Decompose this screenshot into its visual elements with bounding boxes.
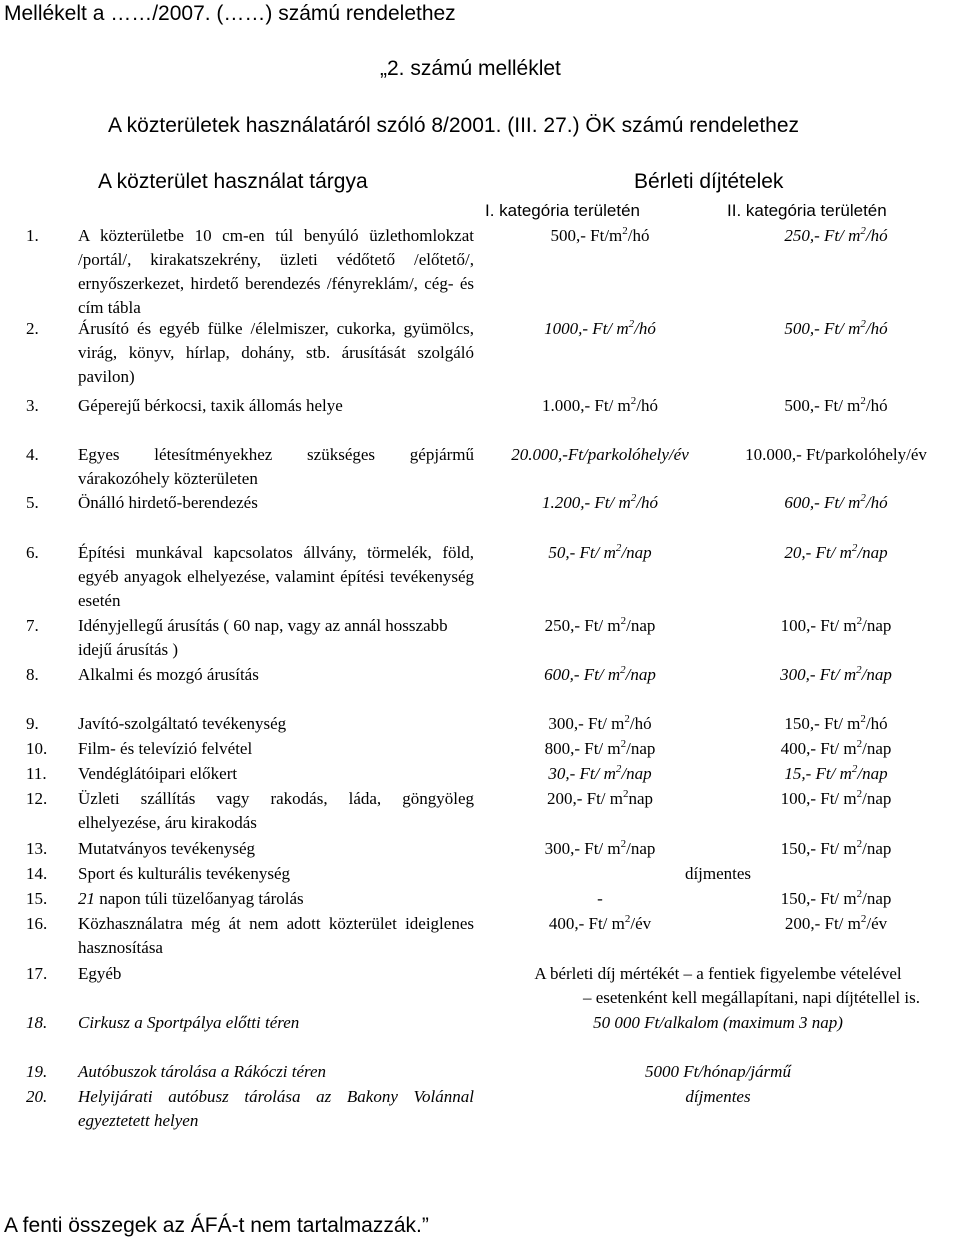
column-header-subject: A közterület használat tárgya: [98, 170, 368, 193]
row-description: Film- és televízió felvétel: [78, 739, 253, 758]
row-description: Mutatványos tevékenység: [78, 839, 256, 858]
row-number: 11.: [26, 764, 47, 783]
attachment-line: Mellékelt a ……/2007. (……) számú rendelethez: [4, 2, 456, 25]
fee-category-1: 1.200,- Ft/ $m^2/hó$: [541, 492, 658, 512]
fee-category-1: 50,- Ft/ $m^2$/nap: [548, 542, 652, 562]
fee-category-1: 30,- Ft/ $m^2$/nap: [548, 763, 652, 783]
fee-category-1: 250,- Ft/ $m^2$/nap: [544, 615, 656, 635]
fee-category-1: 20.000,-Ft/parkolóhely/év: [511, 445, 689, 464]
fee-category-1: 500,- $Ft/m^2/hó$: [550, 225, 650, 245]
fee-category-1: 1.000,- Ft/ $m^2/hó$: [541, 395, 659, 415]
fee-combined-line-2: – esetenként kell megállapítani, napi díjtétellel is.: [582, 988, 920, 1007]
fee-category-1: 300,- Ft/ $m^2$/nap: [544, 838, 656, 858]
fee-category-2: 600,- Ft/ $m^2/hó$: [784, 492, 888, 512]
fee-category-1: -: [597, 889, 603, 908]
row-number: 2.: [26, 319, 39, 338]
row-description: Egyes létesítményekhez szükséges gépjármű várakozóhely közterületen: [78, 445, 474, 488]
row-number: 4.: [26, 445, 39, 464]
row-description: A közterületbe 10 cm-en túl benyúló üzlethomlokzat /portál/, kirakatszekrény, üzleti védőtető /előtető/, ernyőszerkezet, hirdető berendezés /fényreklám/, cég- és cím tábla: [78, 226, 474, 317]
row-description: Árusító és egyéb fülke /élelmiszer, cukorka, gyümölcs, virág, könyv, hírlap, dohány, stb. árusítását szolgáló pavilon): [78, 319, 474, 386]
fee-combined: 50 000 Ft/alkalom (maximum 3 nap): [593, 1013, 843, 1032]
fee-category-2: 200,- Ft/ $m^2/év$: [784, 913, 888, 933]
row-number: 1.: [26, 226, 39, 245]
row-description: Autóbuszok tárolása a Rákóczi téren: [78, 1062, 327, 1081]
row-description: Önálló hirdető-berendezés: [78, 493, 258, 512]
row-number: 19.: [26, 1062, 48, 1081]
row-number: 10.: [26, 739, 48, 758]
row-number: 18.: [26, 1013, 48, 1032]
fee-category-1: 800,- Ft/ $m^2$/nap: [544, 738, 656, 758]
row-number: 13.: [26, 839, 48, 858]
row-number: 6.: [26, 543, 39, 562]
column-header-category-1: I. kategória területén: [485, 201, 640, 220]
column-header-category-2: II. kategória területén: [727, 201, 887, 220]
fee-category-2: 15,- Ft/ $m^2$/nap: [784, 763, 888, 783]
fee-category-1: 1000,- Ft/ $m^2/hó$: [544, 318, 656, 338]
fee-category-2: 150,- Ft/ $m^2/hó$: [784, 713, 888, 733]
annex-label: „2. számú melléklet: [380, 57, 561, 80]
fee-combined: díjmentes: [684, 864, 752, 883]
row-number: 20.: [26, 1087, 48, 1106]
fee-category-2: 150,- Ft/ $m^2$/nap: [780, 888, 892, 908]
fee-category-2: 20,- Ft/ $m^2$/nap: [784, 542, 888, 562]
row-description: Egyéb: [78, 964, 122, 983]
fee-category-2: 250,- Ft/ $m^2/hó$: [784, 225, 888, 245]
fee-category-2: 500,- Ft/ $m^2/hó$: [784, 318, 888, 338]
row-description: Sport és kulturális tevékenység: [78, 864, 290, 883]
row-description: Cirkusz a Sportpálya előtti téren: [78, 1013, 300, 1032]
row-description: Javító-szolgáltató tevékenység: [78, 714, 287, 733]
fee-category-1: 300,- Ft/ $m^2/hó$: [548, 713, 652, 733]
fee-category-2: 400,- Ft/ $m^2$/nap: [780, 738, 892, 758]
fee-category-1: 600,- Ft/ $m^2$/nap: [544, 664, 656, 684]
row-number: 17.: [26, 964, 48, 983]
row-description: Helyijárati autóbusz tárolása az Bakony Volánnal egyeztetett helyen: [78, 1087, 474, 1130]
fee-category-2: 100,- Ft/ $m^2$/nap: [780, 788, 892, 808]
regulation-title: A közterületek használatáról szóló 8/2001. (III. 27.) ÖK számú rendelethez: [108, 114, 800, 137]
row-number: 12.: [26, 789, 48, 808]
row-description: Géperejű bérkocsi, taxik állomás helye: [78, 396, 343, 415]
row-description: Építési munkával kapcsolatos állvány, törmelék, föld, egyéb anyagok elhelyezése, valamint építési tevékenység esetén: [78, 543, 474, 610]
row-description: Alkalmi és mozgó árusítás: [78, 665, 259, 684]
row-number: 16.: [26, 914, 48, 933]
row-description: 21 napon túli tüzelőanyag tárolás: [78, 889, 304, 908]
row-description: Idényjellegű árusítás ( 60 nap, vagy az annál hosszabb idejű árusítás ): [78, 616, 448, 659]
fee-category-2: 10.000,- Ft/parkolóhely/év: [745, 445, 927, 464]
row-number: 14.: [26, 864, 48, 883]
row-number: 9.: [26, 714, 39, 733]
fee-combined: 5000 Ft/hónap/jármű: [645, 1062, 791, 1081]
footer-note: A fenti összegek az ÁFÁ-t nem tartalmazzák.”: [4, 1214, 429, 1237]
fee-combined-line-1: A bérleti díj mértékét – a fentiek figyelembe vételével: [534, 964, 902, 983]
row-number: 3.: [26, 396, 39, 415]
fee-category-2: 100,- Ft/ $m^2$/nap: [780, 615, 892, 635]
row-description: Vendéglátóipari előkert: [78, 764, 238, 783]
fee-category-2: 150,- Ft/ $m^2$/nap: [780, 838, 892, 858]
fee-combined: díjmentes: [685, 1087, 751, 1106]
row-number: 7.: [26, 616, 39, 635]
fee-category-2: 500,- Ft/ $m^2/hó$: [784, 395, 888, 415]
row-number: 15.: [26, 889, 48, 908]
fee-category-1: 200,- Ft/ $m^2nap$: [546, 788, 654, 808]
fee-category-1: 400,- Ft/ $m^2/év$: [548, 913, 652, 933]
row-number: 5.: [26, 493, 39, 512]
fee-category-2: 300,- Ft/ $m^2$/nap: [780, 664, 892, 684]
column-header-fees: Bérleti díjtételek: [634, 170, 784, 193]
row-description: Üzleti szállítás vagy rakodás, láda, göngyöleg elhelyezése, áru kirakodás: [78, 789, 474, 832]
row-description: Közhasználatra még át nem adott közterület ideiglenes hasznosítása: [78, 914, 474, 957]
row-number: 8.: [26, 665, 39, 684]
